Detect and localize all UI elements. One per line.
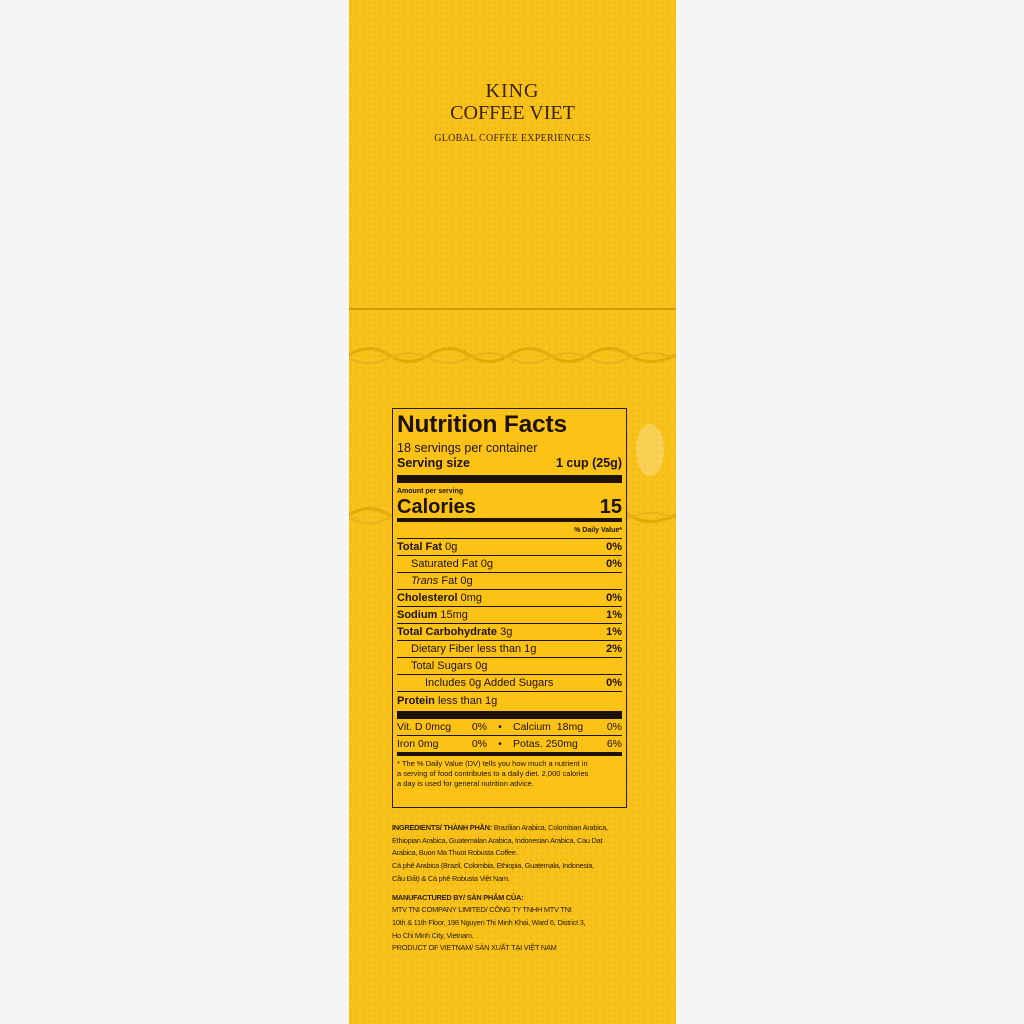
nutrient-name: Total Fat [397, 541, 443, 553]
mineral-name: Calcium [513, 721, 551, 733]
nutrient-dv: 0% [606, 558, 622, 570]
ornament-swirl-top [349, 340, 676, 370]
calories-label: Calories [397, 496, 476, 518]
nutrient-name: Includes 0g Added Sugars [425, 677, 554, 689]
footnote-line: * The % Daily Value (DV) tells you how much a nutrient in [397, 759, 588, 768]
serving-size [397, 455, 622, 471]
ingredients-line: Arabica, Buon Ma Thuot Robusta Coffee. [392, 848, 518, 858]
manufacturer-line: 10th & 11th Floor, 198 Nguyen Thi Minh Khai, Ward 6, District 3, [392, 917, 586, 927]
vitamin-row-2 [397, 736, 622, 756]
nutrient-dv: 1% [606, 626, 622, 638]
serving-size-value: 1 cup (25g) [556, 456, 622, 470]
nutrient-name: Total Carbohydrate [397, 626, 498, 638]
ingredients-line: Brazilian Arabica, Colombian Arabica, [493, 823, 608, 832]
nutrient-amount: 0g [480, 558, 493, 570]
calories-row [397, 496, 622, 518]
nutrient-name-suffix: Fat [441, 575, 458, 587]
nutrient-name: Trans [411, 575, 439, 587]
nutrient-amount: 3g [500, 626, 513, 638]
divider-thick [397, 711, 622, 719]
mineral-amount: 18mg [556, 721, 584, 733]
ingredients-block [392, 822, 638, 955]
footnote-line: a day is used for general nutrition advice. [397, 779, 534, 788]
manufacturer-line: MTV TNI COMPANY LIMITED/ CÔNG TY TNHH MTV TNI [392, 905, 572, 915]
calories-value: 15 [599, 496, 622, 518]
nutrient-row-total-carbohydrate [397, 624, 622, 641]
nutrient-dv: 0% [606, 541, 622, 553]
mineral-amount: 250mg [545, 738, 578, 750]
vitamin-name: Iron 0mg [397, 738, 439, 750]
mineral-dv: 0% [606, 721, 622, 733]
nutrient-row-protein [397, 692, 622, 711]
nutrient-name: Saturated Fat [411, 558, 478, 570]
manufacturer-label: MANUFACTURED BY/ SẢN PHẨM CỦA: [392, 892, 524, 902]
nutrition-title: Nutrition Facts [397, 411, 567, 438]
vitamin-name: Vit. D 0mcg [397, 721, 452, 733]
logo-line-1: KING [485, 80, 540, 102]
servings-per-container: 18 servings per container [397, 441, 538, 455]
vitamin-dv: 0% [471, 738, 487, 750]
mineral-dv: 6% [606, 738, 622, 750]
footnote-line: a serving of food contributes to a daily diet. 2,000 calories [397, 769, 589, 778]
amount-per-serving: Amount per serving [397, 488, 464, 495]
nutrient-row-sodium [397, 607, 622, 624]
daily-value-header: % Daily Value* [397, 526, 622, 539]
nutrient-amount: 0g [460, 575, 473, 587]
nutrient-amount: less than 1g [477, 643, 537, 655]
nutrient-row-cholesterol [397, 590, 622, 607]
nutrient-dv: 0% [606, 592, 622, 604]
nutrient-dv: 2% [606, 643, 622, 655]
nutrient-name: Protein [397, 695, 435, 707]
ingredients-label: INGREDIENTS/ THÀNH PHẦN: [392, 823, 492, 832]
nutrient-amount: 0g [475, 660, 488, 672]
nutrient-name: Dietary Fiber [411, 643, 474, 655]
nutrient-amount: 0mg [460, 592, 482, 604]
nutrient-row-total-sugars [397, 658, 622, 675]
brand-logo [349, 80, 676, 144]
nutrient-amount: 15mg [440, 609, 468, 621]
vitamin-dv: 0% [471, 721, 487, 733]
ingredients-line: Ethiopian Arabica, Guatemalan Arabica, Indonesian Arabica, Cau Dat [392, 835, 603, 845]
nutrient-row-added-sugars [397, 675, 622, 692]
nutrient-row-saturated-fat [397, 556, 622, 573]
nutrient-amount: less than 1g [437, 695, 498, 707]
nutrient-name: Total Sugars [411, 660, 473, 672]
coffee-leaf-icon [630, 420, 670, 480]
divider-medium [397, 518, 622, 522]
ingredients-line: Cà phê Arabica (Brazil, Colombia, Ethiopia, Guatemala, Indonesia, [392, 861, 594, 871]
nutrient-amount: 0g [445, 541, 458, 553]
serving-size-label: Serving size [397, 456, 470, 470]
box-fold-line [349, 308, 676, 310]
divider-thick [397, 475, 622, 483]
daily-value-footnote [397, 759, 622, 789]
nutrient-row-total-fat [397, 539, 622, 556]
nutrient-dv: 1% [606, 609, 622, 621]
origin-line: PRODUCT OF VIETNAM/ SẢN XUẤT TẠI VIỆT NAM [392, 943, 557, 953]
bullet-separator: • [498, 738, 502, 750]
ingredients-line: Cầu Đất) & Cà phê Robusta Việt Nam. [392, 873, 510, 883]
nutrient-name: Sodium [397, 609, 438, 621]
nutrient-row-dietary-fiber [397, 641, 622, 658]
nutrient-dv: 0% [606, 677, 622, 689]
bullet-separator: • [498, 721, 502, 733]
logo-line-2: COFFEE VIET [450, 102, 575, 124]
mineral-name: Potas. [513, 738, 543, 750]
vitamin-row-1 [397, 719, 622, 736]
nutrition-facts-panel [392, 408, 627, 808]
logo-tagline: GLOBAL COFFEE EXPERIENCES [434, 133, 591, 144]
nutrient-row-trans-fat [397, 573, 622, 590]
manufacturer-line: Ho Chi Minh City, Vietnam. [392, 930, 474, 940]
nutrient-name: Cholesterol [397, 592, 458, 604]
